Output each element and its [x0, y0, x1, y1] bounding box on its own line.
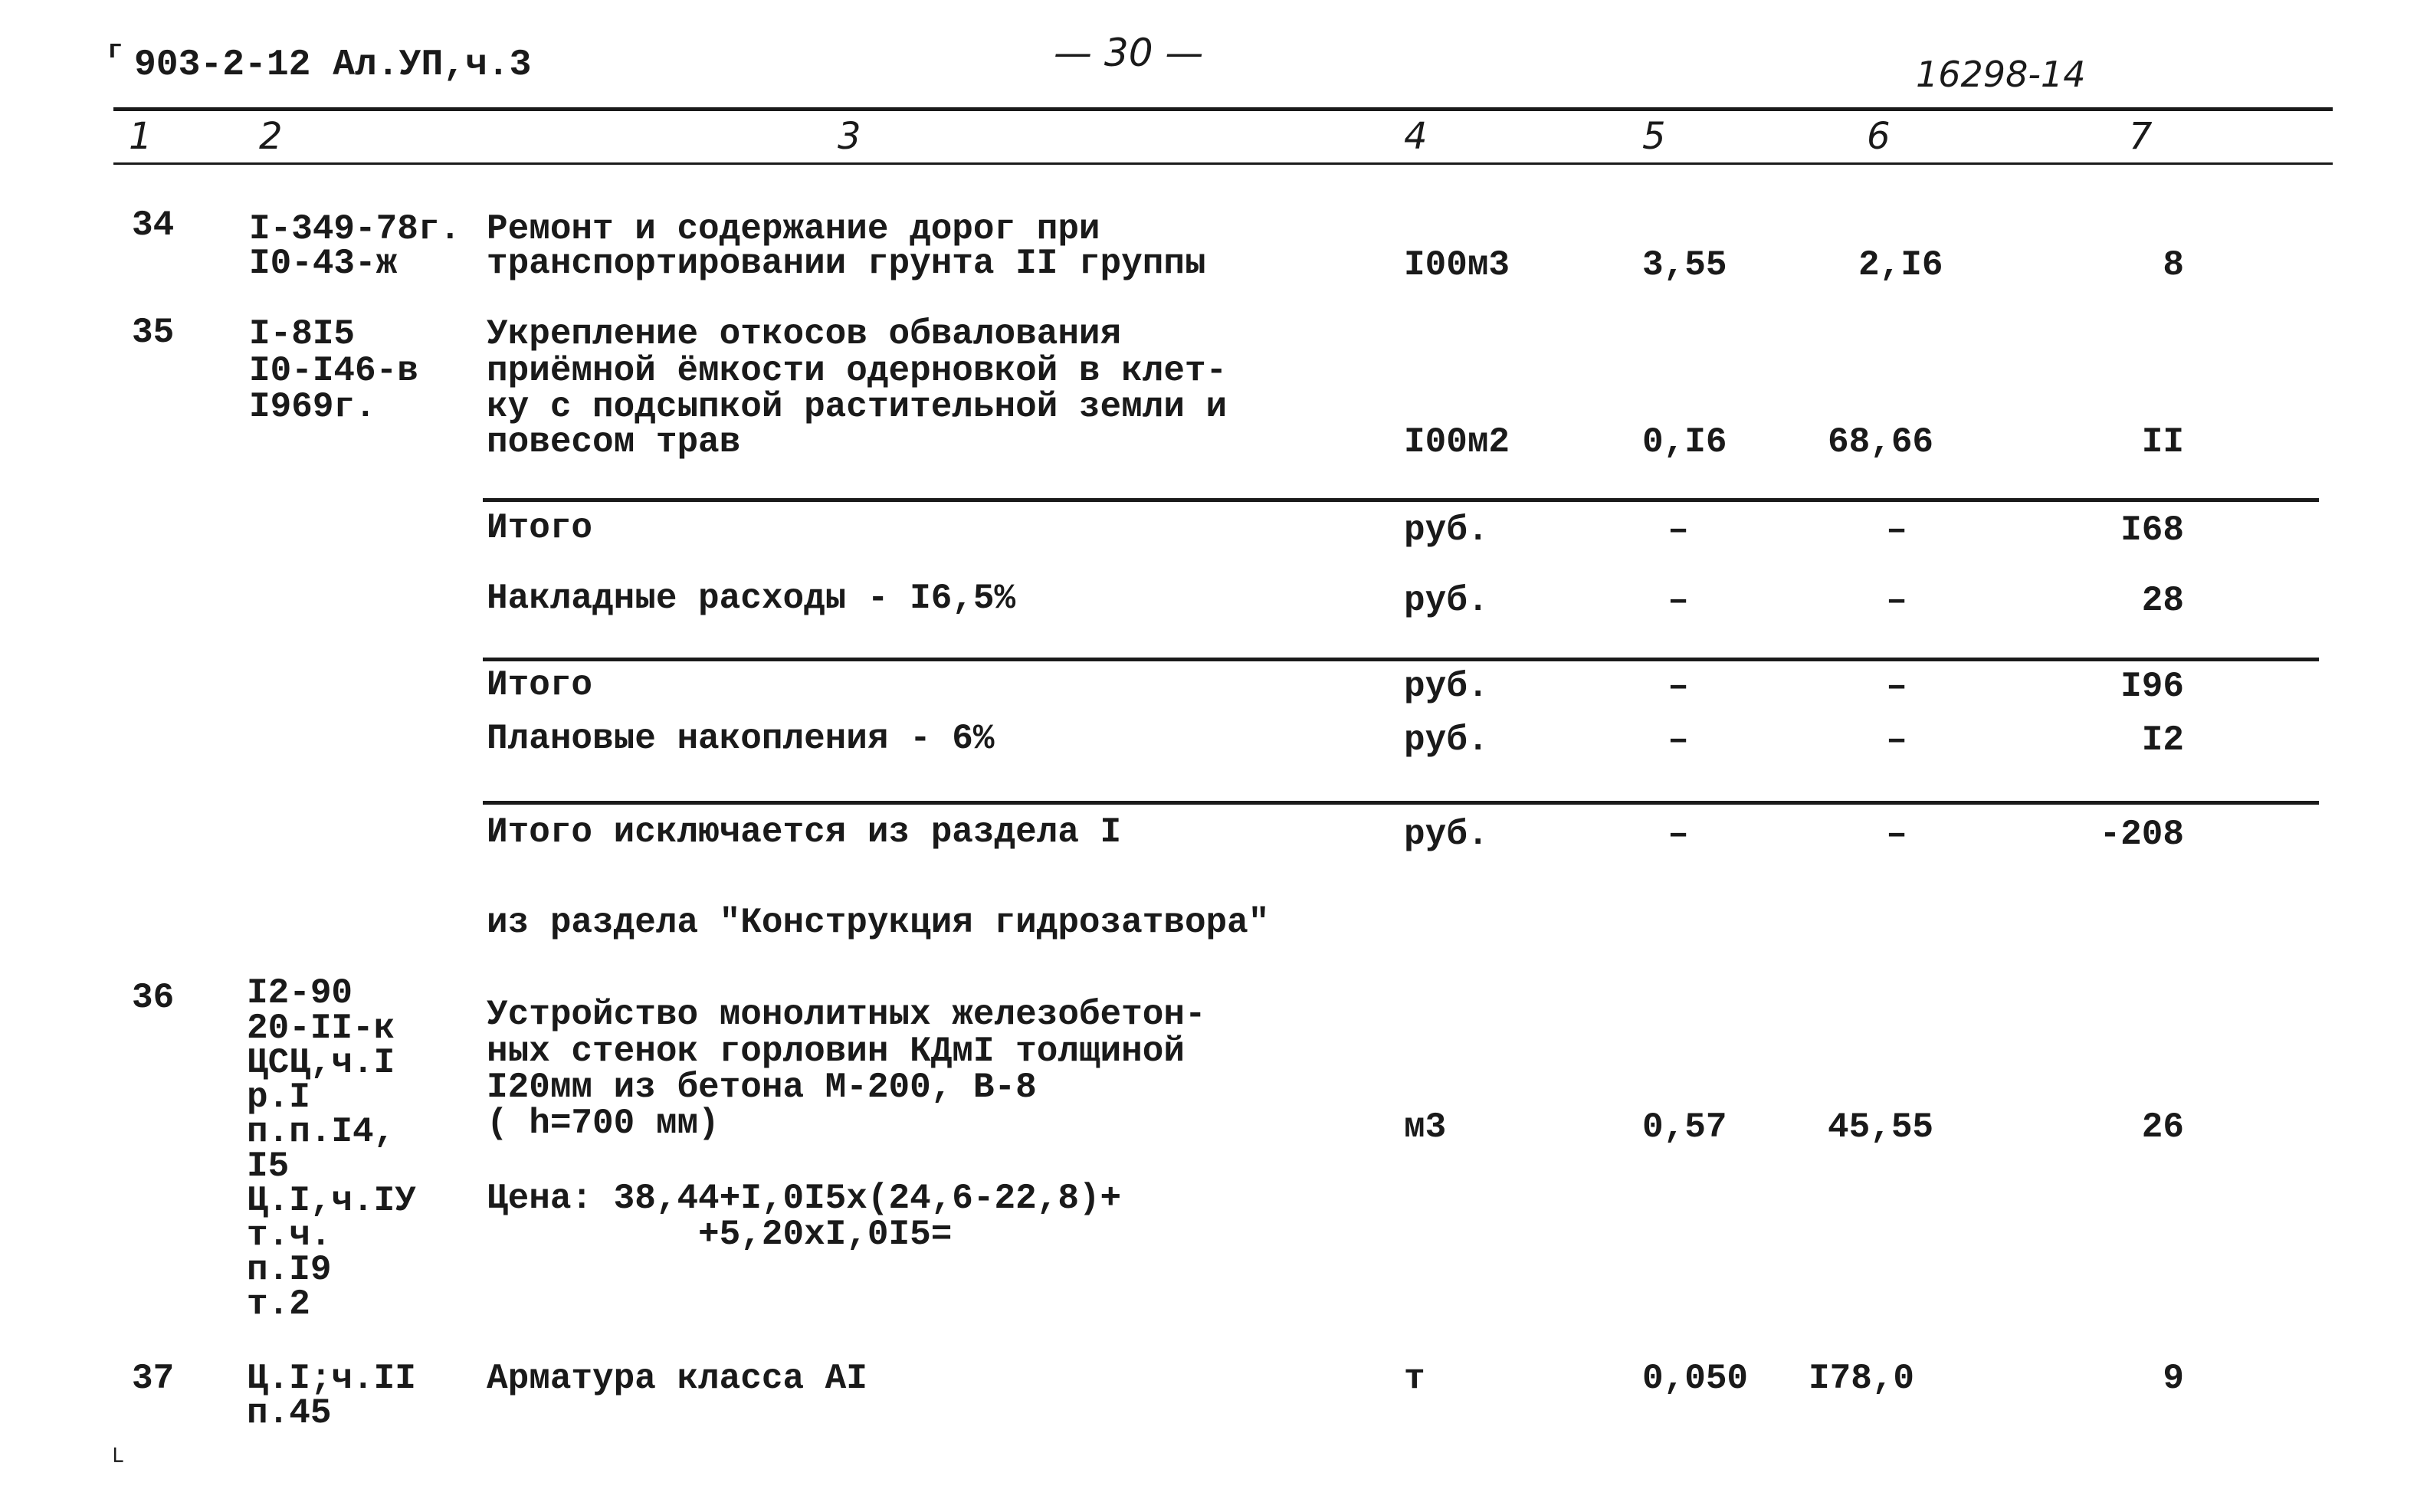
price-cell: 68,66: [1828, 422, 1934, 462]
row-number: 36: [132, 978, 175, 1018]
norm-code-line: I2-90: [247, 973, 353, 1013]
norm-code-line: I0-43-ж: [249, 244, 398, 284]
description-line: Устройство монолитных железобетон-: [487, 995, 1206, 1035]
summary-unit: руб.: [1404, 667, 1489, 707]
summary-unit: руб.: [1404, 720, 1489, 760]
document-code: 903-2-12 Ал.УП,ч.3: [134, 44, 532, 86]
norm-code-line: р.I: [247, 1077, 310, 1117]
summary-label: Итого: [487, 665, 593, 705]
description-line: Ремонт и содержание дорог при: [487, 209, 1100, 249]
quantity-cell: 0,57: [1642, 1107, 1727, 1147]
summary-total: 28: [2141, 581, 2184, 621]
quantity-cell: 0,050: [1642, 1359, 1749, 1399]
norm-code-line: п.I9: [247, 1250, 332, 1290]
total-cell: 9: [2163, 1359, 2184, 1399]
norm-code-line: I-8I5: [249, 314, 356, 354]
norm-code-line: ЦСЦ,ч.I: [247, 1043, 395, 1083]
summary-price: –: [1886, 815, 1907, 854]
summary-rule: [483, 658, 2319, 661]
unit-cell: т: [1404, 1359, 1425, 1399]
norm-code-line: п.45: [247, 1393, 332, 1433]
description-line: ( h=700 мм): [487, 1104, 720, 1143]
norm-code-line: I-349-78г.: [249, 209, 461, 249]
price-cell: 45,55: [1828, 1107, 1934, 1147]
corner-mark: г: [107, 37, 123, 66]
description-line: ных стенок горловин КДмI толщиной: [487, 1032, 1185, 1071]
description-line: Арматура класса AI: [487, 1359, 867, 1399]
total-cell: 26: [2141, 1107, 2184, 1147]
description-line: ку с подсыпкой растительной земли и: [487, 387, 1228, 427]
column-header: 7: [2129, 115, 2153, 158]
unit-cell: м3: [1404, 1107, 1447, 1147]
summary-price: –: [1886, 720, 1907, 760]
summary-quantity: –: [1668, 667, 1689, 707]
summary-total: I68: [2120, 510, 2184, 550]
norm-code-line: I969г.: [249, 387, 376, 427]
column-header: 5: [1642, 115, 1666, 158]
unit-cell: I00м3: [1404, 245, 1510, 285]
quantity-cell: 0,I6: [1642, 422, 1727, 462]
row-number: 34: [132, 205, 175, 245]
summary-price: –: [1886, 581, 1907, 621]
total-cell: 8: [2163, 245, 2184, 285]
summary-quantity: –: [1668, 581, 1689, 621]
summary-unit: руб.: [1404, 815, 1489, 854]
header-rule: [113, 162, 2333, 165]
price-cell: 2,I6: [1858, 245, 1943, 285]
total-cell: II: [2141, 422, 2184, 462]
norm-code-line: I0-I46-в: [249, 351, 418, 391]
norm-code-line: т.ч.: [247, 1215, 332, 1255]
norm-code-line: п.п.I4,: [247, 1112, 395, 1152]
price-formula-line: Цена: 38,44+I,0I5x(24,6-22,8)+: [487, 1179, 1122, 1218]
summary-quantity: –: [1668, 720, 1689, 760]
summary-total: I2: [2141, 720, 2184, 760]
price-formula-line: +5,20xI,0I5=: [487, 1215, 953, 1255]
quantity-cell: 3,55: [1642, 245, 1727, 285]
column-header: 1: [129, 115, 152, 158]
summary-price: –: [1886, 667, 1907, 707]
summary-unit: руб.: [1404, 510, 1489, 550]
handwritten-reference: 16298-14: [1916, 54, 2086, 95]
unit-cell: I00м2: [1404, 422, 1510, 462]
column-header: 6: [1867, 115, 1891, 158]
description-line: Укрепление откосов обвалования: [487, 314, 1122, 354]
column-header: 3: [838, 115, 861, 158]
summary-label: Накладные расходы - I6,5%: [487, 579, 1016, 618]
footer-corner-mark: └: [107, 1448, 123, 1478]
column-header: 4: [1404, 115, 1428, 158]
norm-code-line: т.2: [247, 1284, 310, 1324]
page-number: — 30 —: [1054, 31, 1204, 75]
summary-label: Плановые накопления - 6%: [487, 719, 995, 759]
summary-label: Итого исключается из раздела I: [487, 812, 1122, 852]
summary-price: –: [1886, 510, 1907, 550]
price-cell: I78,0: [1809, 1359, 1915, 1399]
summary-quantity: –: [1668, 510, 1689, 550]
section-heading: из раздела "Конструкция гидрозатвора": [487, 903, 1270, 943]
summary-unit: руб.: [1404, 581, 1489, 621]
row-number: 37: [132, 1359, 175, 1399]
norm-code-line: Ц.I;ч.II: [247, 1359, 416, 1399]
summary-total: I96: [2120, 667, 2184, 707]
description-line: транспортировании грунта II группы: [487, 244, 1206, 284]
column-header: 2: [259, 115, 283, 158]
norm-code-line: 20-II-к: [247, 1009, 395, 1048]
summary-total: -208: [2099, 815, 2184, 854]
summary-quantity: –: [1668, 815, 1689, 854]
summary-rule: [483, 801, 2319, 805]
summary-label: Итого: [487, 508, 593, 548]
norm-code-line: Ц.I,ч.IУ: [247, 1181, 416, 1221]
norm-code-line: I5: [247, 1146, 290, 1186]
description-line: приёмной ёмкости одерновкой в клет-: [487, 351, 1228, 391]
description-line: повесом трав: [487, 422, 741, 462]
summary-rule: [483, 498, 2319, 502]
description-line: I20мм из бетона М-200, В-8: [487, 1068, 1037, 1107]
top-rule: [113, 107, 2333, 111]
row-number: 35: [132, 313, 175, 353]
